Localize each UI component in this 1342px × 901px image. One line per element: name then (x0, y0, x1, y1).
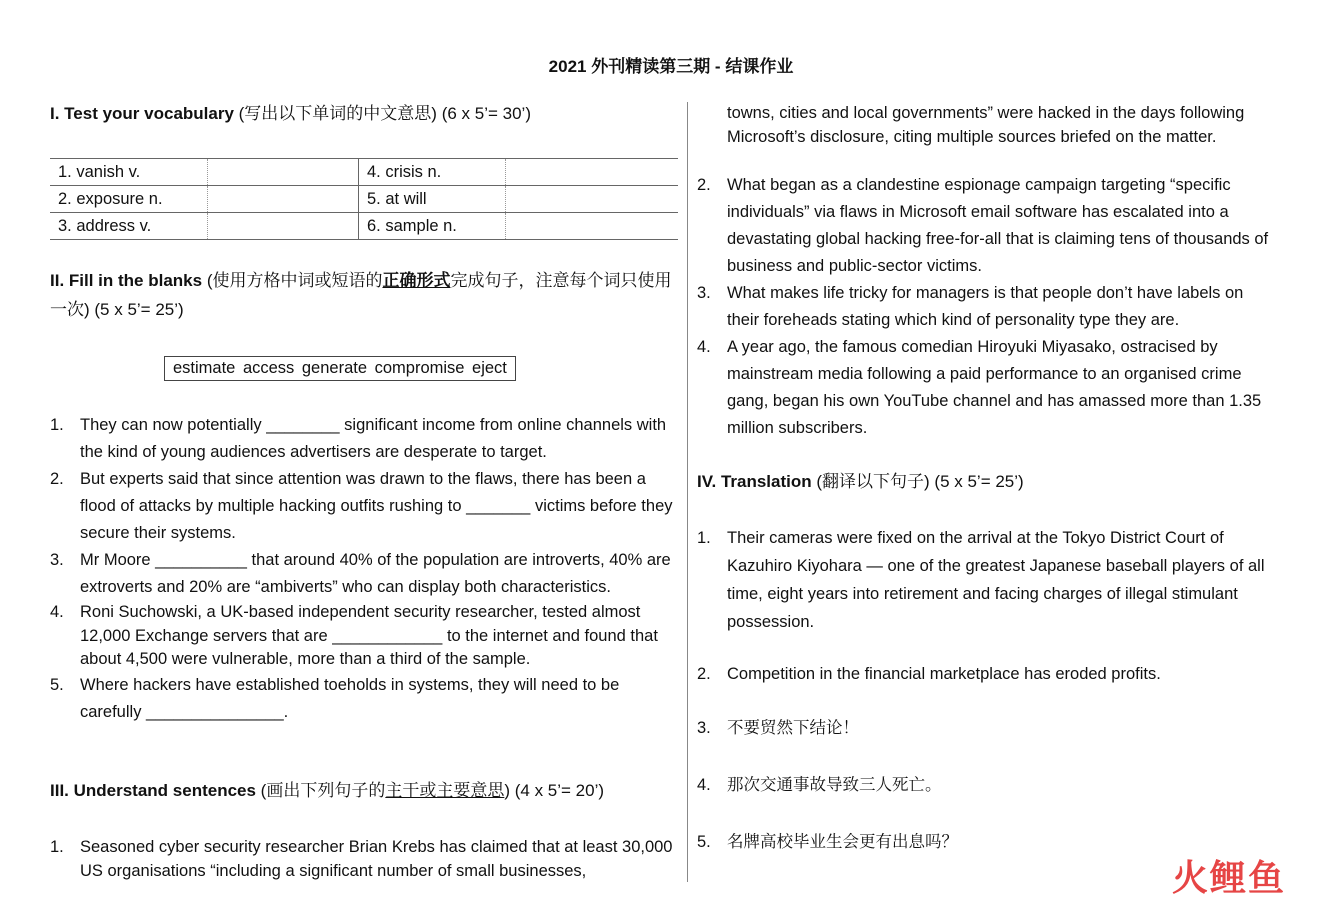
vocab-word: 5. at will (359, 186, 506, 213)
left-column (50, 100, 676, 880)
answer-cell[interactable] (506, 213, 679, 240)
watermark-logo: 火鲤鱼 (1172, 857, 1287, 898)
answer-cell[interactable] (208, 213, 359, 240)
section4-heading: IV. Translation (翻译以下句子) (5 x 5’= 25’) (697, 472, 1024, 491)
section2-questions (50, 412, 676, 726)
vocab-word: 2. exposure n. (50, 186, 208, 213)
section2-heading: II. Fill in the blanks (使用方格中词或短语的正确形式完成句子，注意每个词只使用一次) (5 x 5’= 25’) (50, 271, 672, 319)
list-item: 5. Where hackers have established toeholds in systems, they will need to be carefully _______________. (50, 675, 620, 721)
vocab-table (50, 158, 678, 240)
vocab-word: 4. crisis n. (359, 159, 506, 186)
list-item: 3. What makes life tricky for managers is that people don’t have labels on their foreheads stating which kind of personality type they are. (697, 284, 1244, 329)
table-row (50, 213, 678, 240)
section1-heading: I. Test your vocabulary (写出以下单词的中文意思) (6 x 5’= 30’) (50, 104, 531, 123)
answer-cell[interactable] (506, 159, 679, 186)
section4-questions (697, 524, 1277, 856)
list-item: 1. Their cameras were fixed on the arrival at the Tokyo District Court of Kazuhiro Kiyohara — one of the greatest Japanese baseball players of all time, eight years into retirement and facing charges of illegal stimulant possession. (697, 529, 1265, 631)
table-row (50, 186, 678, 213)
list-item: towns, cities and local governments” were hacked in the days following Microsoft’s disclosure, citing multiple sources briefed on the matter. (727, 104, 1245, 146)
vocab-word: 3. address v. (50, 213, 208, 240)
word-bank-box: estimate access generate compromise eject (164, 356, 516, 381)
list-item: 3. 不要贸然下结论！ (697, 719, 859, 737)
section3-heading: III. Understand sentences (画出下列句子的主干或主要意思) (4 x 5’= 20’) (50, 781, 605, 800)
list-item: 5. 名牌高校毕业生会更有出息吗？ (697, 833, 958, 851)
table-row (50, 159, 678, 186)
list-item: 1. They can now potentially ________ significant income from online channels with the kind of young audiences advertisers are desperate to target. (50, 416, 667, 461)
vocab-word: 1. vanish v. (50, 159, 208, 186)
column-divider (687, 102, 688, 882)
list-item: 1. Seasoned cyber security researcher Brian Krebs has claimed that at least 30,000 US organisations “including a significant number of small businesses, (50, 838, 673, 880)
answer-cell[interactable] (208, 159, 359, 186)
list-item: 4. Roni Suchowski, a UK-based independent security researcher, tested almost 12,000 Exchange servers that are ____________ to the internet and found that about 4,500 were vulnerable, more than a third of the sample. (50, 603, 658, 668)
list-item: 3. Mr Moore __________ that around 40% of the population are introverts, 40% are extroverts and 20% are “ambiverts” who can display both characteristics. (50, 551, 671, 596)
answer-cell[interactable] (506, 186, 679, 213)
section3-questions (697, 172, 1277, 442)
answer-cell[interactable] (208, 186, 359, 213)
section3-question1-part1 (50, 836, 676, 883)
vocab-word: 6. sample n. (359, 213, 506, 240)
list-item: 2. Competition in the financial marketplace has eroded profits. (697, 665, 1161, 683)
list-item: 4. A year ago, the famous comedian Hiroyuki Miyasako, ostracised by mainstream media following a paid performance to an organised crime gang, began his own YouTube channel and has amassed more than 1.35 million subscribers. (697, 338, 1262, 437)
list-item: 2. What began as a clandestine espionage campaign targeting “specific individuals” via flaws in Microsoft email software has escalated into a devastating global hacking free-for-all that is claiming tens of thousands of business and public-sector victims. (697, 176, 1269, 275)
list-item: 4. 那次交通事故导致三人死亡。 (697, 776, 942, 794)
section3-question1-part2 (697, 102, 1277, 149)
document-title: 2021 外刊精读第三期 - 结课作业 (548, 57, 794, 76)
list-item: 2. But experts said that since attention was drawn to the flaws, there has been a flood of attacks by multiple hacking outfits rushing to _______ victims before they secure their systems. (50, 470, 673, 542)
